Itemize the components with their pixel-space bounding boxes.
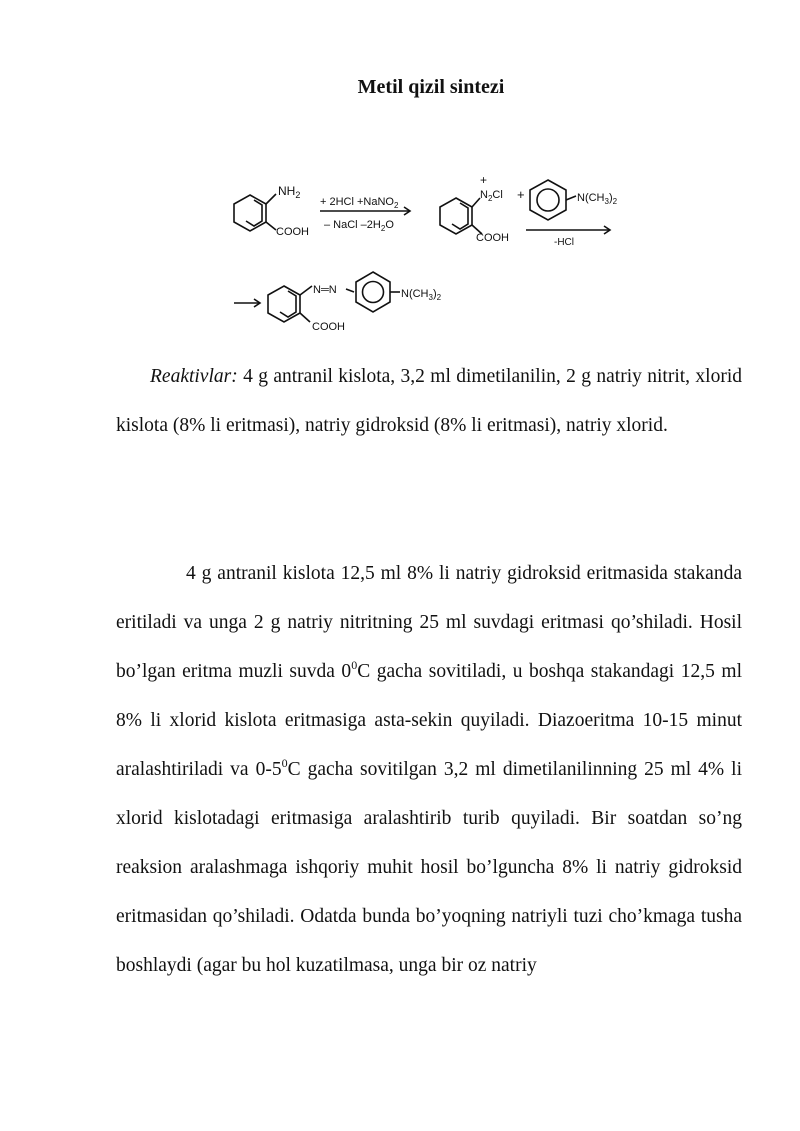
svg-text:COOH: COOH [312,321,345,333]
page-title: Metil qizil sintezi [357,76,505,98]
svg-text:+ 2HCl +NaNO2: + 2HCl +NaNO$_2$ [320,196,399,210]
reagents-paragraph [116,352,742,450]
degree-sup-2: 0 [281,756,288,770]
reaction-scheme [224,168,644,340]
svg-text:COOH: COOH [476,232,509,244]
svg-text:N═N: N═N [313,284,337,296]
svg-text:COOH: COOH [276,226,309,238]
svg-text:N(CH3)2: $N(CH_3)_2$ [577,192,618,206]
procedure-text-2: C gacha sovitiladi, u boshqa stakandagi 12,5 ml 8% li xlorid kislota eritmasiga asta-sekin quyiladi. Diazoeritma 10-15 minut aralashtiriladi va 0-5 [116,661,742,780]
procedure-text-3: C gacha sovitilgan 3,2 ml dimetilanilinning 25 ml 4% li xlorid kislotadagi eritmasiga aralashtirib turib quyiladi. Bir soatdan so’ng reaksion aralashmaga ishqoriy muhit hosil bo’lguncha 8% li natriy gidroksid eritmasidan qo’shiladi. Odatda bunda bo’yoqning natriyli tuzi cho’kmaga tusha boshlaydi (agar bu hol kuzatilmasa, unga bir oz natriy [116,759,742,976]
svg-text:N2Cl: $N_2Cl$ [480,189,503,203]
reagents-label: Reaktivlar: [150,366,238,387]
procedure-paragraph [116,549,742,990]
benzene-ring-3 [530,180,566,220]
svg-text:-HCl: -HCl [554,237,574,248]
svg-text:+: + [480,173,488,187]
svg-text:– NaCl –2H2O: – NaCl $-2H_2O$ [324,219,394,233]
svg-text:N(CH3)2: $N(CH_3)_2$ [401,288,442,302]
degree-sup-1: 0 [351,658,358,672]
procedure-text-1: 4 g antranil kislota 12,5 ml 8% li natriy gidroksid eritmasida stakanda eritiladi va unga 2 g natriy nitritning 25 ml suvdagi eritmasi qo’shiladi. Hosil bo’lgan eritma muzli suvda 0 [116,563,742,682]
reagents-text: 4 g antranil kislota, 3,2 ml dimetilanilin, 2 g natriy nitrit, xlorid kislota (8% li eritmasi), natriy gidroksid (8% li eritmasi), natriy xlorid. [116,366,742,436]
benzene-ring-5 [356,272,390,312]
svg-text:NH2: $NH_2$ [278,184,301,200]
svg-text:+: + [517,187,525,202]
